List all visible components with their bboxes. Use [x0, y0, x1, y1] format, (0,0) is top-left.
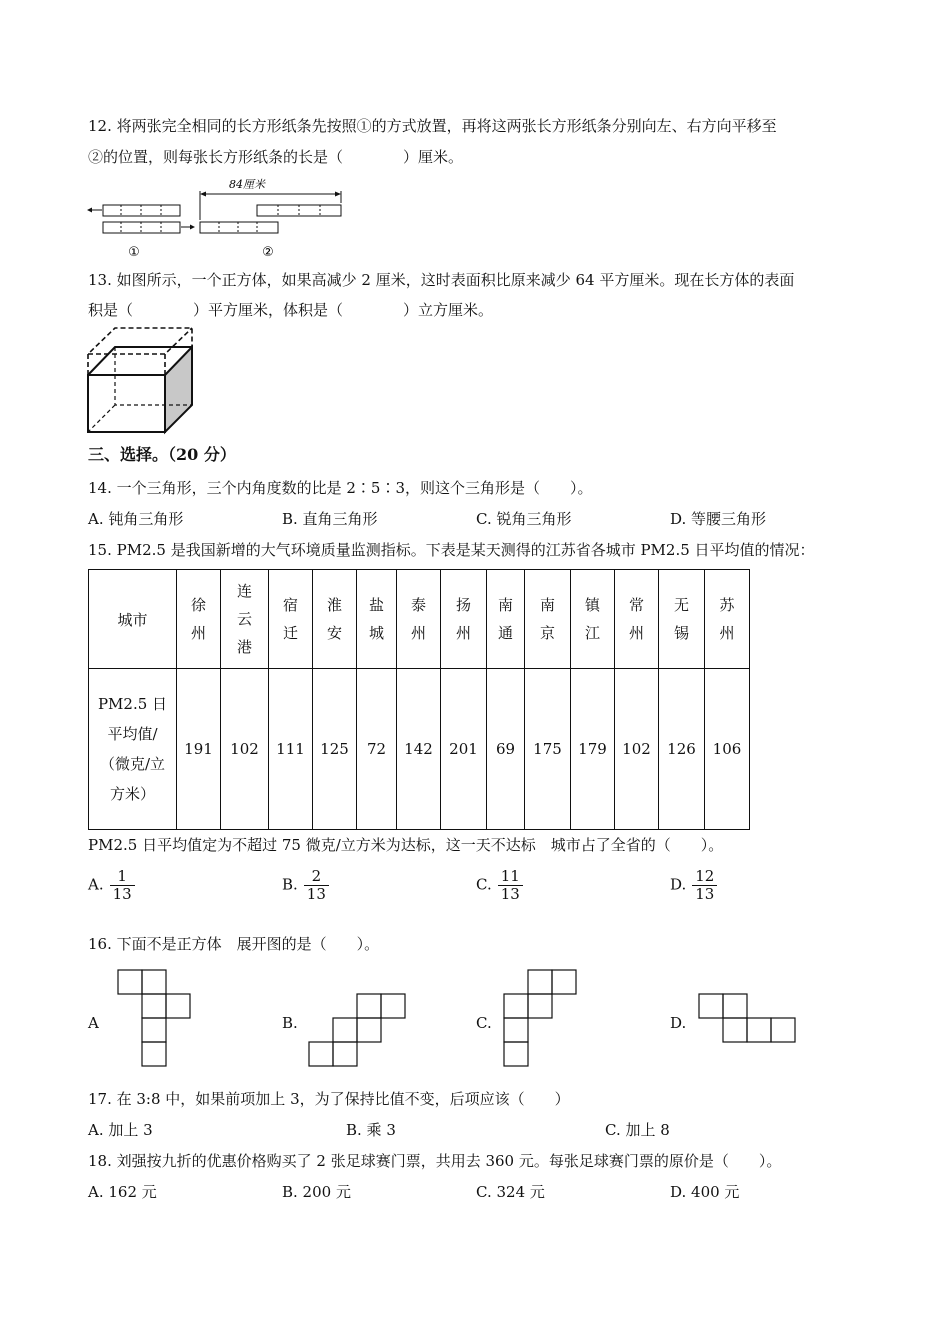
city-cell: 盐城 — [357, 570, 397, 669]
q13-cube-figure — [85, 325, 197, 435]
q14-text: 14. 一个三角形，三个内角度数的比是 2∶5∶3，则这个三角形是（ ）。 — [88, 479, 593, 497]
q17-option-c[interactable]: C. 加上 8 — [605, 1121, 670, 1139]
q12-fig-label-2: ② — [262, 245, 274, 260]
q16-option-c-label[interactable]: C. — [476, 1014, 492, 1032]
q16-net-b[interactable] — [308, 993, 407, 1067]
q15-question: PM2.5 日平均值定为不超过 75 微克/立方米为达标，这一天不达标 城市占了全省的（ ）。 — [88, 836, 724, 854]
table-header-city: 城市 — [89, 570, 177, 669]
q12-fig-label-1: ① — [128, 245, 140, 260]
q18-option-c[interactable]: C. 324 元 — [476, 1183, 545, 1201]
fraction: $\frac{12}{13}$ — [692, 868, 717, 903]
pm25-table — [88, 569, 750, 830]
q18-option-d[interactable]: D. 400 元 — [670, 1183, 740, 1201]
q17-option-a[interactable]: A. 加上 3 — [88, 1121, 153, 1139]
fraction: $\frac{1}{13}$ — [110, 868, 135, 903]
q15-text: 15. PM2.5 是我国新增的大气环境质量监测指标。下表是某天测得的江苏省各城市 PM2.5 日平均值的情况： — [88, 541, 815, 559]
q12-text-line1: 12. 将两张完全相同的长方形纸条先按照①的方式放置，再将这两张长方形纸条分别向左、右方向平移至 — [88, 117, 777, 135]
value-cell: 72 — [357, 669, 397, 830]
city-cell: 镇江 — [571, 570, 615, 669]
section3-title: 三、选择。（20 分） — [88, 445, 236, 464]
q15-option-d[interactable]: D. $\frac{12}{13}$ — [670, 868, 717, 903]
q16-text: 16. 下面不是正方体 展开图的是（ ）。 — [88, 935, 380, 953]
q14-option-a[interactable]: A. 钝角三角形 — [88, 510, 184, 528]
city-cell: 苏州 — [705, 570, 750, 669]
q14-option-b[interactable]: B. 直角三角形 — [282, 510, 378, 528]
q12-text-line2: ②的位置，则每张长方形纸条的长是（ ）厘米。 — [88, 148, 464, 166]
fraction: $\frac{11}{13}$ — [498, 868, 523, 903]
city-cell: 扬州 — [441, 570, 487, 669]
value-cell: 175 — [525, 669, 571, 830]
q12-length-label: 84厘米 — [229, 178, 265, 191]
table-row-header-pm25: PM2.5 日平均值/（微克/立方米） — [89, 669, 177, 830]
city-cell: 宿迁 — [269, 570, 313, 669]
value-cell: 102 — [615, 669, 659, 830]
q13-text-line1: 13. 如图所示，一个正方体，如果高减少 2 厘米，这时表面积比原来减少 64 平方厘米。现在长方体的表面 — [88, 271, 795, 289]
city-cell: 常州 — [615, 570, 659, 669]
value-cell: 201 — [441, 669, 487, 830]
city-cell: 南通 — [487, 570, 525, 669]
q18-option-b[interactable]: B. 200 元 — [282, 1183, 351, 1201]
value-cell: 69 — [487, 669, 525, 830]
city-cell: 泰州 — [397, 570, 441, 669]
q16-net-a[interactable] — [117, 969, 191, 1068]
fraction: $\frac{2}{13}$ — [304, 868, 329, 903]
value-cell: 126 — [659, 669, 705, 830]
q14-option-c[interactable]: C. 锐角三角形 — [476, 510, 572, 528]
city-cell: 淮安 — [313, 570, 357, 669]
q15-option-a[interactable]: A. $\frac{1}{13}$ — [88, 868, 135, 903]
city-cell: 连云港 — [221, 570, 269, 669]
value-cell: 106 — [705, 669, 750, 830]
q16-option-a-label[interactable]: A — [88, 1014, 99, 1032]
q17-option-b[interactable]: B. 乘 3 — [346, 1121, 396, 1139]
q15-option-b[interactable]: B. $\frac{2}{13}$ — [282, 868, 329, 903]
q18-option-a[interactable]: A. 162 元 — [88, 1183, 157, 1201]
value-cell: 111 — [269, 669, 313, 830]
value-cell: 102 — [221, 669, 269, 830]
value-cell: 125 — [313, 669, 357, 830]
q13-text-line2: 积是（ ）平方厘米，体积是（ ）立方厘米。 — [88, 301, 494, 319]
city-cell: 徐州 — [177, 570, 221, 669]
q16-option-d-label[interactable]: D. — [670, 1014, 687, 1032]
q12-strips-figure — [85, 176, 355, 260]
city-cell: 无锡 — [659, 570, 705, 669]
value-cell: 142 — [397, 669, 441, 830]
q15-option-c[interactable]: C. $\frac{11}{13}$ — [476, 868, 523, 903]
q16-option-b-label[interactable]: B. — [282, 1014, 298, 1032]
q14-option-d[interactable]: D. 等腰三角形 — [670, 510, 767, 528]
value-cell: 179 — [571, 669, 615, 830]
value-cell: 191 — [177, 669, 221, 830]
q17-text: 17. 在 3:8 中，如果前项加上 3，为了保持比值不变，后项应该（ ） — [88, 1090, 570, 1108]
city-cell: 南京 — [525, 570, 571, 669]
q16-net-c[interactable] — [503, 969, 577, 1068]
q16-net-d[interactable] — [698, 993, 798, 1043]
q18-text: 18. 刘强按九折的优惠价格购买了 2 张足球赛门票，共用去 360 元。每张足球赛门票的原价是（ ）。 — [88, 1152, 782, 1170]
